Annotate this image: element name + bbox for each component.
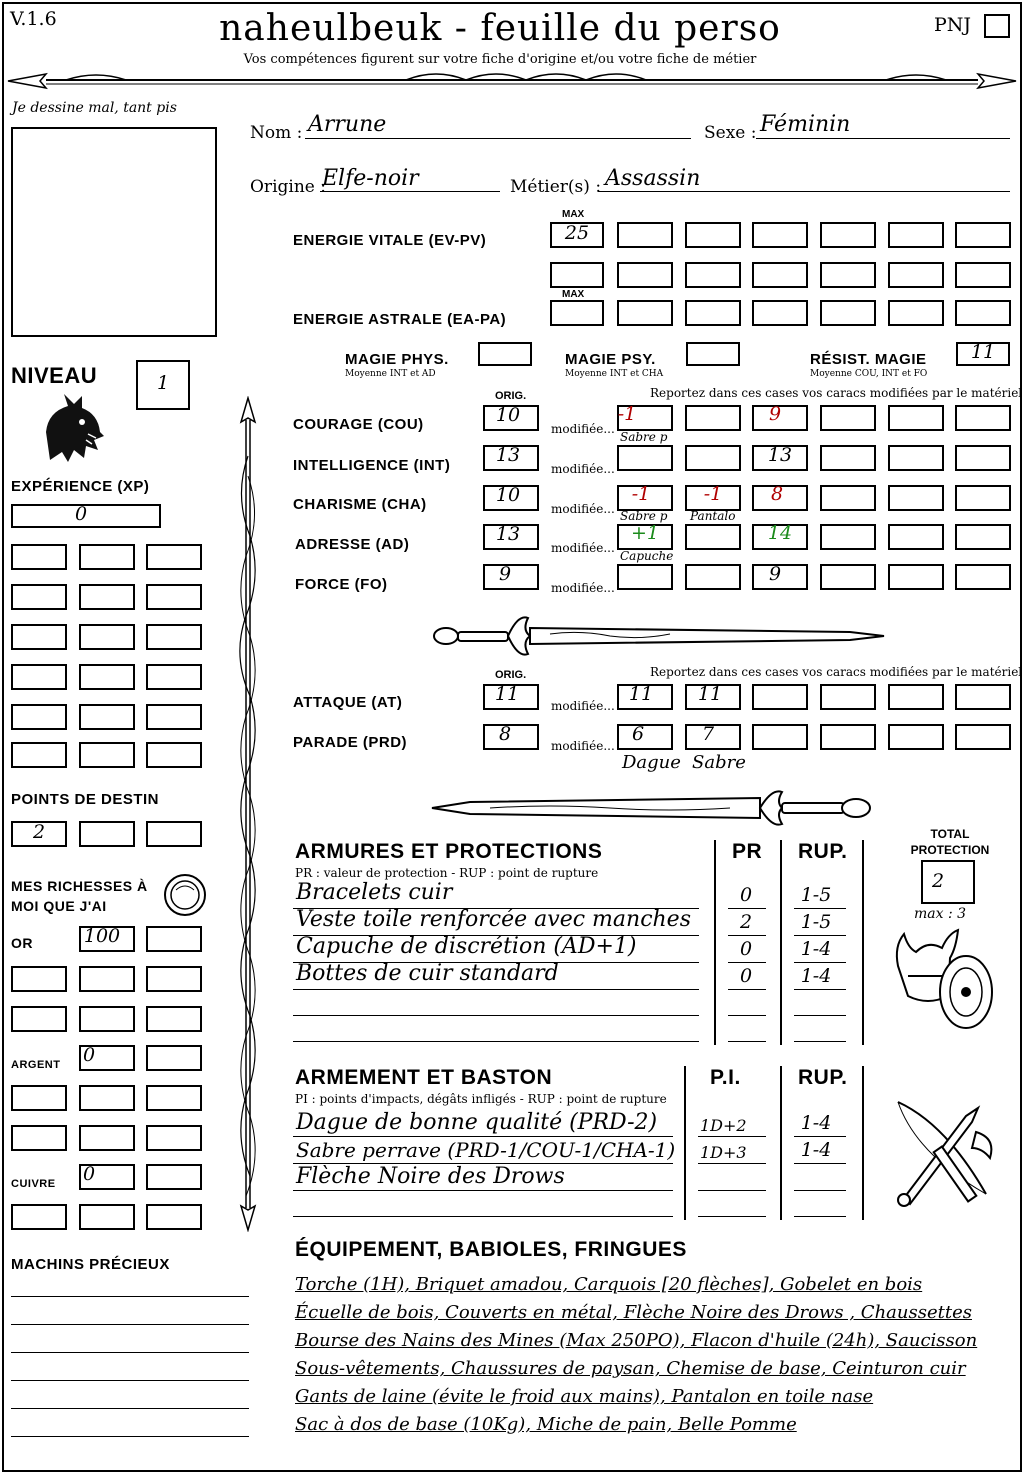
- stat-orig-value: 10: [495, 484, 521, 506]
- stat-mod-box[interactable]: [685, 524, 741, 550]
- stat-orig-value: 9: [498, 563, 512, 585]
- niveau-label: NIVEAU: [11, 363, 98, 388]
- ev-max-label: MAX: [562, 209, 585, 220]
- argent-cell[interactable]: [11, 1125, 67, 1151]
- attaque-label: ATTAQUE (AT): [293, 694, 403, 711]
- stat-mod-value: -1: [631, 483, 651, 505]
- stat-mod-box[interactable]: [820, 524, 876, 550]
- or-cell[interactable]: [11, 1006, 67, 1032]
- weapon-line: [698, 1163, 766, 1164]
- argent-cell[interactable]: [79, 1085, 135, 1111]
- cuivre-label: CUIVRE: [11, 1178, 56, 1190]
- attaque-orig-value: 11: [494, 683, 520, 705]
- stat-mod-note: Pantalo: [690, 509, 736, 523]
- weapons-rup-header: RUP.: [798, 1066, 848, 1089]
- stat-mod-box[interactable]: [888, 564, 944, 590]
- machins-line[interactable]: [11, 1408, 249, 1409]
- armor-pr: 0: [739, 938, 753, 960]
- armor-rup-header: RUP.: [798, 840, 848, 863]
- stats-orig-label: ORIG.: [495, 390, 527, 402]
- xp-cell[interactable]: [79, 704, 135, 730]
- stat-mod-note: Capuche: [620, 549, 674, 563]
- magie-psy-label: MAGIE PSY.: [565, 351, 656, 368]
- ev-cell[interactable]: [685, 222, 741, 248]
- armor-line: [728, 989, 766, 990]
- parade-mod-value: 7: [701, 723, 715, 745]
- ev-cell[interactable]: [888, 262, 944, 288]
- cuivre-cell[interactable]: [146, 1164, 202, 1190]
- weapons-col-divider: [684, 1066, 686, 1220]
- stat-orig-value: 10: [495, 404, 521, 426]
- version-label: V.1.6: [10, 8, 57, 30]
- pnj-checkbox[interactable]: [984, 14, 1010, 38]
- magie-phys-label: MAGIE PHYS.: [345, 351, 449, 368]
- stat-mod-box[interactable]: [820, 445, 876, 471]
- armor-line: [728, 935, 766, 936]
- xp-cell[interactable]: [11, 664, 67, 690]
- ea-label: ENERGIE ASTRALE (EA-PA): [293, 311, 507, 328]
- armor-name: Capuche de discrétion (AD+1): [296, 934, 637, 959]
- stat-mod-box[interactable]: [685, 405, 741, 431]
- armor-name: Veste toile renforcée avec manches: [296, 907, 691, 932]
- origine-label: Origine :: [250, 177, 326, 197]
- ev-max-value: 25: [564, 222, 590, 244]
- stat-mod-box[interactable]: [685, 564, 741, 590]
- machins-line[interactable]: [11, 1324, 249, 1325]
- or-cell[interactable]: [146, 966, 202, 992]
- armor-col-divider: [862, 840, 864, 1045]
- stats-report-note: Reportez dans ces cases vos caracs modifiées par le matériel: [650, 386, 1023, 400]
- weapon-line: [698, 1216, 766, 1217]
- armor-line: [794, 908, 846, 909]
- ea-max-label: MAX: [562, 289, 585, 300]
- stat-mod-note: Sabre p: [620, 430, 668, 444]
- xp-cell[interactable]: [79, 664, 135, 690]
- stat-orig-value: 13: [495, 444, 521, 466]
- or-cell[interactable]: [79, 966, 135, 992]
- combat-report-note: Reportez dans ces cases vos caracs modifiées par le matériel: [650, 665, 1023, 679]
- xp-value: 0: [74, 503, 88, 525]
- magie-psy-box[interactable]: [686, 342, 740, 366]
- cuivre-value: 0: [82, 1163, 96, 1185]
- ea-cell[interactable]: [820, 300, 876, 326]
- stat-mod-note: Sabre p: [620, 509, 668, 523]
- xp-cell[interactable]: [11, 624, 67, 650]
- stat-mod-box[interactable]: [685, 445, 741, 471]
- sexe-line: [756, 138, 1010, 139]
- nom-line: [305, 138, 691, 139]
- stat-mod-box[interactable]: [955, 405, 1011, 431]
- stat-mod-value: 14: [767, 522, 793, 544]
- armor-pr-header: PR: [732, 840, 763, 863]
- page-title: naheulbeuk - feuille du perso: [219, 8, 781, 49]
- xp-cell[interactable]: [146, 624, 202, 650]
- stat-mod-box[interactable]: [820, 485, 876, 511]
- ev-cell[interactable]: [820, 222, 876, 248]
- ev-cell[interactable]: [955, 222, 1011, 248]
- weapon-line: [293, 1216, 673, 1217]
- dragon-head-icon: [38, 392, 108, 464]
- weapon-line: [794, 1136, 846, 1137]
- portrait-box[interactable]: [11, 127, 217, 337]
- weapons-col-divider: [780, 1066, 782, 1220]
- resist-magie-value: 11: [970, 341, 996, 363]
- origine-line: [320, 191, 500, 192]
- stat-mod-box[interactable]: [888, 445, 944, 471]
- attaque-mod-box[interactable]: [820, 684, 876, 710]
- stat-mod-box[interactable]: [888, 485, 944, 511]
- weapon-rup: 1-4: [800, 1139, 832, 1161]
- resist-magie-sub: Moyenne COU, INT et FO: [810, 369, 928, 379]
- ev-cell[interactable]: [617, 262, 673, 288]
- machins-line[interactable]: [11, 1380, 249, 1381]
- armor-pr: 2: [739, 911, 753, 933]
- argent-cell[interactable]: [11, 1085, 67, 1111]
- xp-cell[interactable]: [146, 704, 202, 730]
- machins-line[interactable]: [11, 1436, 249, 1437]
- stat-mod-value: 13: [767, 444, 793, 466]
- combat-orig-label: ORIG.: [495, 669, 527, 681]
- stat-label: INTELLIGENCE (INT): [293, 457, 451, 474]
- weapon-name: Sabre perrave (PRD-1/COU-1/CHA-1): [296, 1138, 676, 1162]
- armor-col-divider: [714, 840, 716, 1045]
- stat-modif-label: modifiée...: [551, 422, 615, 436]
- xp-cell[interactable]: [146, 742, 202, 768]
- stat-mod-box[interactable]: [617, 445, 673, 471]
- stat-mod-box[interactable]: [888, 524, 944, 550]
- armor-line: [728, 962, 766, 963]
- destin-value: 2: [32, 821, 46, 843]
- armor-pr: 0: [739, 884, 753, 906]
- parade-mod-box[interactable]: [752, 724, 808, 750]
- portrait-caption: Je dessine mal, tant pis: [12, 100, 177, 116]
- origine-value[interactable]: Elfe-noir: [322, 166, 419, 191]
- equipment-line[interactable]: Sac à dos de base (10Kg), Miche de pain, Belle Pomme: [295, 1414, 797, 1435]
- armor-rup: 1-5: [800, 884, 832, 906]
- parade-mod-box[interactable]: [820, 724, 876, 750]
- staff-decoration-icon: [228, 396, 268, 1232]
- weapon-line: [293, 1136, 673, 1137]
- magie-phys-sub: Moyenne INT et AD: [345, 369, 436, 379]
- stat-mod-value: +1: [630, 522, 659, 544]
- equipment-line[interactable]: Écuelle de bois, Couverts en métal, Flèche Noire des Drows , Chaussettes: [295, 1302, 972, 1323]
- stat-label: CHARISME (CHA): [293, 496, 427, 513]
- nom-label: Nom :: [250, 123, 303, 143]
- stat-mod-value: -1: [703, 483, 723, 505]
- ev-cell[interactable]: [820, 262, 876, 288]
- armor-line: [293, 1015, 699, 1016]
- coin-icon: [162, 872, 208, 918]
- weapon-name-2: Sabre: [692, 752, 746, 773]
- ea-cell[interactable]: [617, 300, 673, 326]
- or-cell[interactable]: [11, 966, 67, 992]
- stat-mod-box[interactable]: [820, 405, 876, 431]
- niveau-value: 1: [156, 372, 170, 394]
- stat-mod-value: -1: [617, 403, 637, 425]
- armor-line: [794, 1015, 846, 1016]
- xp-cell[interactable]: [11, 584, 67, 610]
- ev-cell[interactable]: [752, 222, 808, 248]
- helmet-shield-icon: [888, 926, 1000, 1032]
- destin-label: POINTS DE DESTIN: [11, 791, 160, 808]
- stat-label: ADRESSE (AD): [295, 536, 410, 553]
- argent-value: 0: [82, 1044, 96, 1066]
- sexe-label: Sexe :: [704, 123, 757, 143]
- nom-value[interactable]: Arrune: [308, 112, 387, 137]
- argent-cell[interactable]: [146, 1085, 202, 1111]
- ea-cell[interactable]: [888, 300, 944, 326]
- machins-label: MACHINS PRÉCIEUX: [11, 1256, 170, 1273]
- or-label: OR: [11, 935, 33, 951]
- equipment-line[interactable]: Bourse des Nains des Mines (Max 250PO), Flacon d'huile (24h), Saucisson: [295, 1330, 978, 1351]
- argent-cell[interactable]: [146, 1125, 202, 1151]
- xp-cell[interactable]: [146, 664, 202, 690]
- weapons-pi-header: P.I.: [710, 1066, 741, 1089]
- magie-psy-sub: Moyenne INT et CHA: [565, 369, 664, 379]
- stat-modif-label: modifiée...: [551, 462, 615, 476]
- ev-cell[interactable]: [752, 262, 808, 288]
- attaque-mod-box[interactable]: [888, 684, 944, 710]
- stat-mod-box[interactable]: [617, 564, 673, 590]
- parade-orig-value: 8: [498, 723, 512, 745]
- stat-mod-box[interactable]: [955, 485, 1011, 511]
- weapon-line: [698, 1190, 766, 1191]
- stat-modif-label: modifiée...: [551, 581, 615, 595]
- attaque-modif-label: modifiée...: [551, 699, 615, 713]
- armor-rup: 1-4: [800, 938, 832, 960]
- stat-mod-value: 9: [768, 403, 782, 425]
- argent-label: ARGENT: [11, 1059, 61, 1071]
- armor-line: [794, 935, 846, 936]
- xp-cell[interactable]: [11, 704, 67, 730]
- weapons-note: PI : points d'impacts, dégâts infligés - RUP : point de rupture: [295, 1092, 667, 1106]
- total-protection-value: 2: [931, 870, 945, 892]
- machins-line[interactable]: [11, 1352, 249, 1353]
- metier-label: Métier(s) :: [510, 177, 602, 197]
- destin-box-3[interactable]: [146, 821, 202, 847]
- weapon-pi: 1D+2: [700, 1116, 747, 1135]
- armor-rup: 1-5: [800, 911, 832, 933]
- stat-modif-label: modifiée...: [551, 541, 615, 555]
- xp-cell[interactable]: [11, 544, 67, 570]
- crossed-weapons-icon: [886, 1094, 1002, 1212]
- armor-line: [794, 1041, 846, 1042]
- armor-note: PR : valeur de protection - RUP : point de rupture: [295, 866, 599, 880]
- cuivre-cell[interactable]: [79, 1204, 135, 1230]
- parade-modif-label: modifiée...: [551, 739, 615, 753]
- stat-modif-label: modifiée...: [551, 502, 615, 516]
- attaque-mod-value: 11: [628, 683, 654, 705]
- weapon-name: Dague de bonne qualité (PRD-2): [296, 1110, 658, 1135]
- metier-line: [598, 191, 1010, 192]
- ea-cell[interactable]: [752, 300, 808, 326]
- attaque-mod-value: 11: [697, 683, 723, 705]
- weapon-line: [794, 1163, 846, 1164]
- cuivre-cell[interactable]: [146, 1204, 202, 1230]
- sexe-value[interactable]: Féminin: [760, 112, 851, 137]
- richesses-label: MES RICHESSES À MOI QUE J'AI: [11, 878, 148, 914]
- weapon-name: Flèche Noire des Drows: [296, 1164, 565, 1189]
- equipment-line[interactable]: Sous-vêtements, Chaussures de paysan, Chemise de base, Ceinturon cuir: [295, 1358, 966, 1379]
- xp-cell[interactable]: [11, 742, 67, 768]
- stat-mod-box[interactable]: [888, 405, 944, 431]
- xp-cell[interactable]: [79, 584, 135, 610]
- xp-cell[interactable]: [146, 584, 202, 610]
- stat-mod-value: 8: [770, 483, 784, 505]
- cuivre-cell[interactable]: [11, 1204, 67, 1230]
- parade-mod-box[interactable]: [888, 724, 944, 750]
- ea-cell[interactable]: [955, 300, 1011, 326]
- weapons-col-divider: [862, 1066, 864, 1220]
- ev-cell[interactable]: [685, 262, 741, 288]
- ev-cell[interactable]: [888, 222, 944, 248]
- armor-line: [794, 989, 846, 990]
- parade-mod-box[interactable]: [955, 724, 1011, 750]
- weapon-pi: 1D+3: [700, 1143, 747, 1162]
- ev-cell[interactable]: [955, 262, 1011, 288]
- parade-mod-value: 6: [631, 723, 645, 745]
- armor-line: [293, 1041, 699, 1042]
- armor-line: [794, 962, 846, 963]
- armor-name: Bottes de cuir standard: [296, 961, 559, 986]
- stat-label: FORCE (FO): [295, 576, 388, 593]
- parade-label: PARADE (PRD): [293, 734, 408, 751]
- armor-line: [293, 989, 699, 990]
- stat-mod-box[interactable]: [820, 564, 876, 590]
- xp-cell[interactable]: [146, 544, 202, 570]
- stat-mod-box[interactable]: [955, 445, 1011, 471]
- ea-cell[interactable]: [685, 300, 741, 326]
- protection-max: max : 3: [914, 906, 967, 922]
- stat-mod-box[interactable]: [955, 524, 1011, 550]
- xp-cell[interactable]: [79, 624, 135, 650]
- or-cell[interactable]: [146, 1006, 202, 1032]
- armor-pr: 0: [739, 965, 753, 987]
- stat-mod-value: 9: [768, 563, 782, 585]
- stat-mod-box[interactable]: [955, 564, 1011, 590]
- total-protection-label: TOTAL PROTECTION: [910, 827, 990, 857]
- equipment-line[interactable]: Gants de laine (évite le froid aux mains), Pantalon en toile nase: [295, 1386, 874, 1407]
- xp-cell[interactable]: [79, 742, 135, 768]
- resist-magie-label: RÉSIST. MAGIE: [810, 351, 927, 368]
- pnj-label: PNJ: [934, 14, 972, 36]
- stat-label: COURAGE (COU): [293, 416, 424, 433]
- ev-cell[interactable]: [617, 222, 673, 248]
- weapon-name-1: Dague: [622, 752, 681, 773]
- argent-cell[interactable]: [79, 1125, 135, 1151]
- or-value: 100: [83, 925, 121, 947]
- armor-line: [728, 1041, 766, 1042]
- xp-label: EXPÉRIENCE (XP): [11, 478, 150, 495]
- sword-icon: [430, 612, 886, 660]
- destin-box-2[interactable]: [79, 821, 135, 847]
- armor-line: [728, 908, 766, 909]
- ev-cell[interactable]: [550, 262, 604, 288]
- metier-value[interactable]: Assassin: [605, 166, 701, 191]
- subtitle: Vos compétences figurent sur votre fiche d'origine et/ou votre fiche de métier: [243, 52, 757, 67]
- armor-name: Bracelets cuir: [296, 880, 453, 905]
- ev-label: ENERGIE VITALE (EV-PV): [293, 232, 487, 249]
- weapons-title: ARMEMENT ET BASTON: [295, 1066, 553, 1089]
- ea-max-box[interactable]: [550, 300, 604, 326]
- weapon-rup: 1-4: [800, 1112, 832, 1134]
- armor-col-divider: [780, 840, 782, 1045]
- equipment-line[interactable]: Torche (1H), Briquet amadou, Carquois [20 flèches], Gobelet en bois: [295, 1274, 923, 1295]
- armor-title: ARMURES ET PROTECTIONS: [295, 840, 603, 863]
- stat-orig-value: 13: [495, 523, 521, 545]
- weapon-line: [794, 1216, 846, 1217]
- spear-divider-icon: [6, 66, 1018, 94]
- weapon-line: [293, 1190, 673, 1191]
- armor-line: [728, 1015, 766, 1016]
- magie-phys-box[interactable]: [478, 342, 532, 366]
- attaque-mod-box[interactable]: [752, 684, 808, 710]
- machins-line[interactable]: [11, 1296, 249, 1297]
- sword-icon: [430, 784, 874, 832]
- attaque-mod-box[interactable]: [955, 684, 1011, 710]
- xp-cell[interactable]: [79, 544, 135, 570]
- or-cell[interactable]: [146, 926, 202, 952]
- armor-rup: 1-4: [800, 965, 832, 987]
- argent-cell[interactable]: [146, 1045, 202, 1071]
- or-cell[interactable]: [79, 1006, 135, 1032]
- weapon-line: [698, 1136, 766, 1137]
- equipment-title: ÉQUIPEMENT, BABIOLES, FRINGUES: [295, 1238, 687, 1261]
- weapon-line: [794, 1190, 846, 1191]
